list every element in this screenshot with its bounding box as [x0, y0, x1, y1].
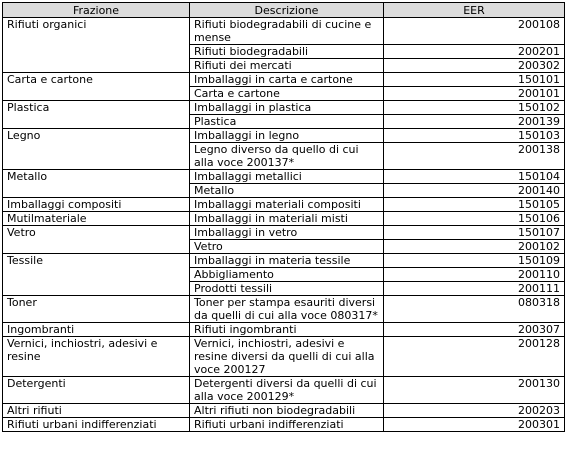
table-body [3, 18, 565, 432]
cell-eer: 200138 [384, 143, 565, 170]
cell-frazione: Toner [3, 296, 190, 323]
header-eer: EER [384, 3, 565, 18]
cell-frazione: Rifiuti urbani indifferenziati [3, 418, 190, 432]
cell-eer: 200130 [384, 377, 565, 404]
table-row [3, 337, 565, 377]
cell-eer: 080318 [384, 296, 565, 323]
cell-eer: 150104 [384, 170, 565, 184]
table-row [3, 73, 565, 87]
cell-frazione: Detergenti [3, 377, 190, 404]
cell-descrizione: Vetro [190, 240, 384, 254]
table-row [3, 296, 565, 323]
cell-eer: 150107 [384, 226, 565, 240]
cell-frazione: Imballaggi compositi [3, 198, 190, 212]
cell-eer: 150106 [384, 212, 565, 226]
cell-eer: 200111 [384, 282, 565, 296]
cell-frazione: Vetro [3, 226, 190, 254]
table-row [3, 198, 565, 212]
cell-descrizione: Abbigliamento [190, 268, 384, 282]
cell-descrizione: Rifiuti ingombranti [190, 323, 384, 337]
cell-eer: 200307 [384, 323, 565, 337]
cell-eer: 200102 [384, 240, 565, 254]
cell-descrizione: Imballaggi in materiali misti [190, 212, 384, 226]
waste-table [2, 2, 565, 432]
table-row [3, 323, 565, 337]
table-row [3, 418, 565, 432]
table-row [3, 404, 565, 418]
header-descrizione: Descrizione [190, 3, 384, 18]
cell-eer: 200139 [384, 115, 565, 129]
cell-descrizione: Metallo [190, 184, 384, 198]
cell-eer: 150101 [384, 73, 565, 87]
cell-descrizione: Imballaggi in carta e cartone [190, 73, 384, 87]
cell-descrizione: Rifiuti urbani indifferenziati [190, 418, 384, 432]
table-row [3, 377, 565, 404]
cell-frazione: Mutilmateriale [3, 212, 190, 226]
header-frazione: Frazione [3, 3, 190, 18]
table-row [3, 254, 565, 268]
cell-eer: 200108 [384, 18, 565, 45]
cell-eer: 200201 [384, 45, 565, 59]
cell-eer: 200128 [384, 337, 565, 377]
cell-frazione: Ingombranti [3, 323, 190, 337]
cell-descrizione: Plastica [190, 115, 384, 129]
cell-eer: 200101 [384, 87, 565, 101]
table-row [3, 212, 565, 226]
cell-eer: 150105 [384, 198, 565, 212]
cell-descrizione: Vernici, inchiostri, adesivi e resine diversi da quelli di cui alla voce 200127 [190, 337, 384, 377]
table-row [3, 101, 565, 115]
cell-descrizione: Rifiuti dei mercati [190, 59, 384, 73]
cell-descrizione: Imballaggi in legno [190, 129, 384, 143]
cell-frazione: Rifiuti organici [3, 18, 190, 73]
cell-eer: 200140 [384, 184, 565, 198]
cell-frazione: Metallo [3, 170, 190, 198]
cell-eer: 200302 [384, 59, 565, 73]
cell-frazione: Legno [3, 129, 190, 170]
cell-eer: 200110 [384, 268, 565, 282]
cell-eer: 200301 [384, 418, 565, 432]
cell-eer: 150103 [384, 129, 565, 143]
cell-descrizione: Prodotti tessili [190, 282, 384, 296]
cell-descrizione: Imballaggi in vetro [190, 226, 384, 240]
cell-frazione: Plastica [3, 101, 190, 129]
cell-descrizione: Imballaggi materiali compositi [190, 198, 384, 212]
cell-descrizione: Rifiuti biodegradabili [190, 45, 384, 59]
cell-descrizione: Rifiuti biodegradabili di cucine e mense [190, 18, 384, 45]
cell-eer: 150102 [384, 101, 565, 115]
table-row [3, 226, 565, 240]
cell-descrizione: Altri rifiuti non biodegradabili [190, 404, 384, 418]
cell-descrizione: Toner per stampa esauriti diversi da quelli di cui alla voce 080317* [190, 296, 384, 323]
cell-eer: 200203 [384, 404, 565, 418]
cell-descrizione: Detergenti diversi da quelli di cui alla voce 200129* [190, 377, 384, 404]
cell-descrizione: Imballaggi metallici [190, 170, 384, 184]
cell-descrizione: Imballaggi in materia tessile [190, 254, 384, 268]
cell-eer: 150109 [384, 254, 565, 268]
cell-frazione: Vernici, inchiostri, adesivi e resine [3, 337, 190, 377]
table-row [3, 18, 565, 45]
cell-descrizione: Carta e cartone [190, 87, 384, 101]
cell-descrizione: Legno diverso da quello di cui alla voce 200137* [190, 143, 384, 170]
table-row [3, 129, 565, 143]
cell-frazione: Carta e cartone [3, 73, 190, 101]
cell-frazione: Altri rifiuti [3, 404, 190, 418]
table-row [3, 170, 565, 184]
cell-frazione: Tessile [3, 254, 190, 296]
header-row [3, 3, 565, 18]
cell-descrizione: Imballaggi in plastica [190, 101, 384, 115]
